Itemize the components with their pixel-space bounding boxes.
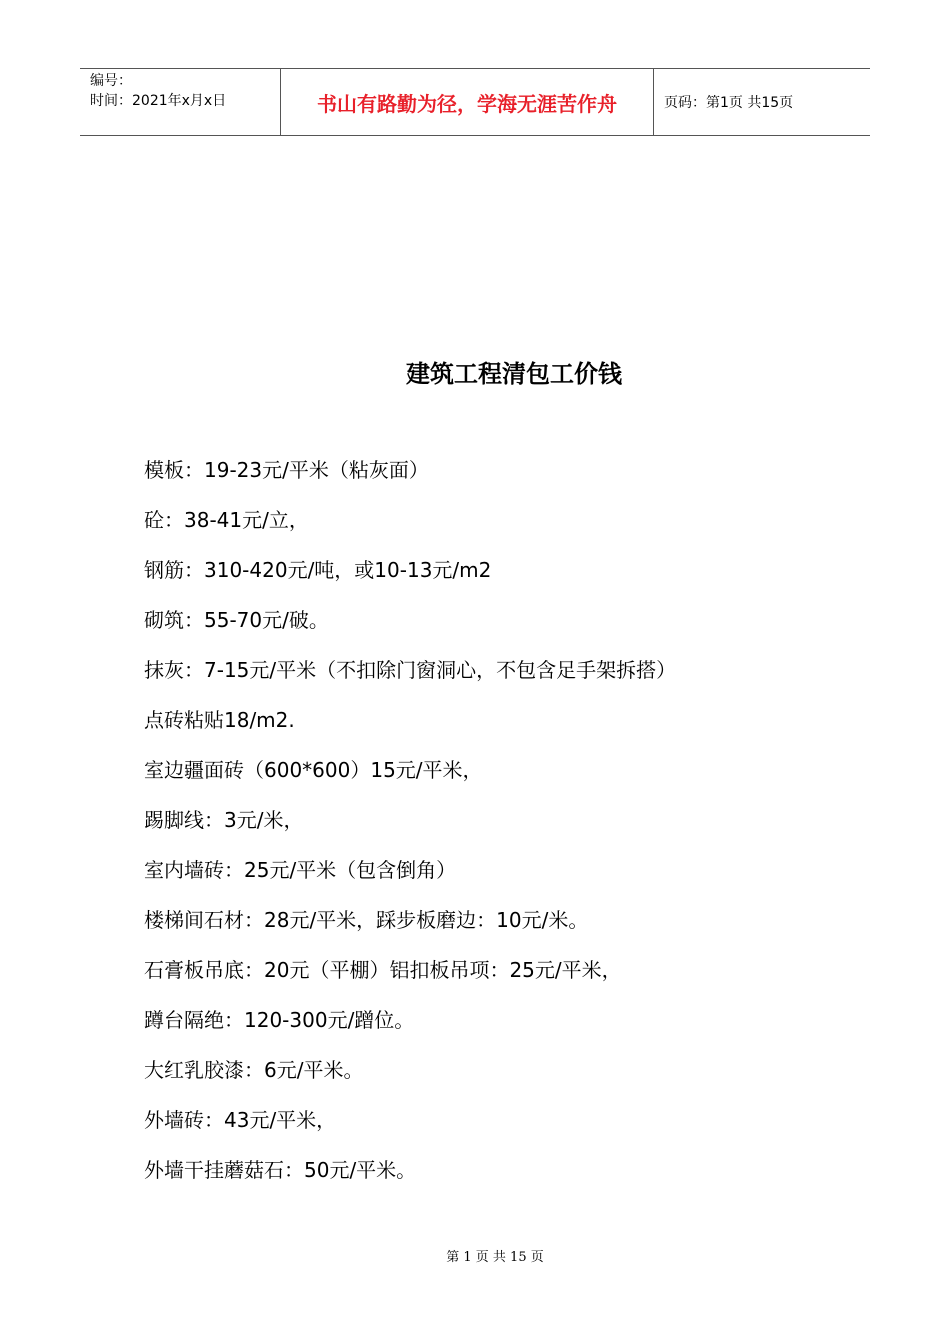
page-footer: 第 1 页 共 15 页 <box>446 1250 544 1265</box>
price-line: 砼：38-41元/立， <box>144 508 309 532</box>
document-title: 建筑工程清包工价钱 <box>406 360 622 388</box>
price-line: 模板：19-23元/平米（粘灰面） <box>144 458 429 482</box>
price-line: 蹲台隔绝：120-300元/蹭位。 <box>144 1008 415 1032</box>
price-line: 石膏板吊底：20元（平棚）铝扣板吊项：25元/平米， <box>144 958 622 982</box>
price-line: 室内墙砖：25元/平米（包含倒角） <box>144 858 457 882</box>
price-line: 外墙干挂蘑菇石：50元/平米。 <box>144 1158 417 1182</box>
price-line: 外墙砖：43元/平米， <box>144 1108 337 1132</box>
time-label: 时间：2021年x月x日 <box>90 93 227 109</box>
header-meta <box>80 69 281 135</box>
price-line: 室边疆面砖（600*600）15元/平米， <box>144 758 483 782</box>
page-info-text: 页码：第1页 共15页 <box>664 95 794 111</box>
price-line: 楼梯间石材：28元/平米，踩步板磨边：10元/米。 <box>144 908 589 932</box>
number-label: 编号： <box>90 73 132 89</box>
header-page-info <box>654 69 870 135</box>
motto-text: 书山有路勤为径，学海无涯苦作舟 <box>317 91 617 116</box>
price-line: 砌筑：55-70元/破。 <box>144 608 329 632</box>
price-line: 点砖粘贴18/m2. <box>144 708 295 732</box>
price-line: 踢脚线：3元/米， <box>144 808 304 832</box>
price-line: 抹灰：7-15元/平米（不扣除门窗洞心，不包含足手架拆搭） <box>144 658 677 682</box>
price-line: 钢筋：310-420元/吨，或10-13元/m2 <box>144 558 492 582</box>
header-motto-cell <box>281 69 654 135</box>
price-list <box>144 455 676 1205</box>
price-line: 大红乳胶漆：6元/平米。 <box>144 1058 364 1082</box>
page-header <box>80 68 870 136</box>
